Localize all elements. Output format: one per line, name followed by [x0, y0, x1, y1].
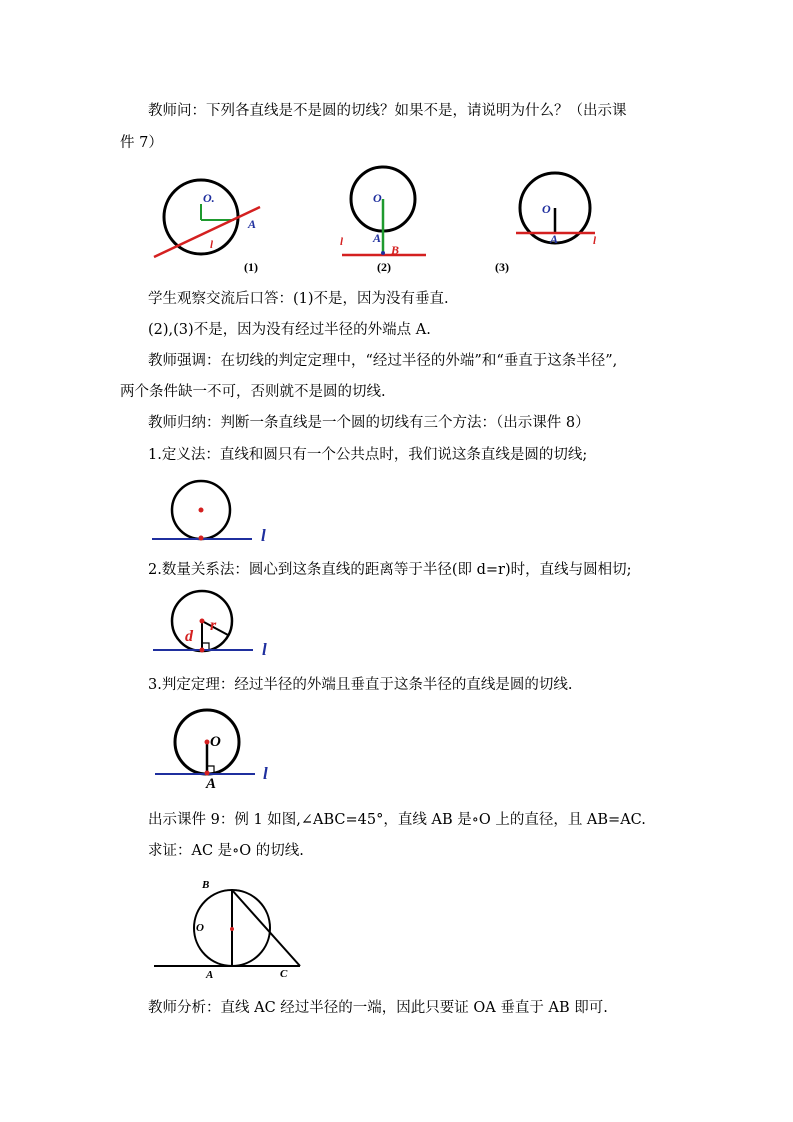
ex-label-c: C	[280, 968, 288, 980]
definition-figure	[150, 478, 280, 548]
example-figure	[150, 874, 320, 984]
thm-label-o: O	[210, 734, 221, 750]
label-b-2: B	[391, 243, 400, 257]
caption-1: (1)	[244, 260, 258, 274]
label-a-1: A	[248, 217, 257, 231]
distance-figure	[150, 590, 280, 662]
example-1-line-1: 出示课件 9：例 1 如图,∠ABC=45°，直线 AB 是∘O 上的直径，且 AB=AC.	[148, 812, 646, 828]
dist-label-r: r	[210, 617, 217, 634]
thm-label-a: A	[206, 776, 217, 792]
ex-label-a: A	[206, 969, 214, 981]
dist-label-d: d	[185, 628, 193, 645]
ex-label-b: B	[202, 879, 210, 891]
label-o-2: O	[373, 191, 382, 205]
ex-segment-bc	[232, 890, 300, 966]
label-a-3: A	[550, 232, 559, 246]
thm-label-l: l	[263, 764, 268, 783]
student-answer-1: 学生观察交流后口答：(1)不是，因为没有垂直.	[148, 291, 449, 307]
label-l-2: l	[340, 236, 344, 248]
dist-label-l: l	[262, 640, 267, 659]
example-1-line-2: 求证：AC 是∘O 的切线.	[148, 843, 304, 859]
thm-center	[205, 740, 210, 745]
teacher-emphasis-line-2: 两个条件缺一不可，否则就不是圆的切线.	[120, 384, 386, 400]
def-label-l: l	[261, 526, 266, 545]
def-center	[199, 508, 204, 513]
label-a-2: A	[373, 231, 382, 245]
point-b-2	[381, 251, 385, 255]
ex-label-o: O	[196, 922, 204, 934]
tangent-judgement-figures	[150, 162, 630, 282]
question-line-2: 件 7）	[120, 135, 163, 151]
label-o-3: O	[542, 202, 551, 216]
caption-2: (2)	[377, 260, 391, 274]
thm-point-a	[205, 771, 210, 776]
ex-center	[230, 927, 234, 931]
figure-1	[154, 180, 260, 274]
question-line-1: 教师问：下列各直线是不是圆的切线？如果不是，请说明为什么？（出示课	[148, 103, 627, 119]
method-3-theorem: 3.判定定理：经过半径的外端且垂直于这条半径的直线是圆的切线.	[148, 677, 573, 693]
method-2-distance: 2.数量关系法：圆心到这条直线的距离等于半径(即 d=r)时，直线与圆相切;	[148, 562, 632, 578]
label-o-1: O.	[203, 191, 215, 205]
line-l-1	[154, 207, 260, 257]
theorem-figure	[150, 708, 280, 790]
teacher-summary: 教师归纳：判断一条直线是一个圆的切线有三个方法：（出示课件 8）	[148, 415, 590, 431]
figure-2	[340, 167, 426, 274]
method-1-definition: 1.定义法：直线和圆只有一个公共点时，我们说这条直线是圆的切线;	[148, 447, 588, 463]
dist-center	[200, 619, 205, 624]
teacher-emphasis-line-1: 教师强调：在切线的判定定理中，“经过半径的外端”和“垂直于这条半径”,	[148, 353, 618, 369]
dist-foot-point	[200, 648, 205, 653]
label-l-3: l	[593, 235, 597, 247]
student-answer-2: (2),(3)不是，因为没有经过半径的外端点 A.	[148, 322, 431, 338]
teacher-analysis: 教师分析：直线 AC 经过半径的一端，因此只要证 OA 垂直于 AB 即可.	[148, 1000, 608, 1016]
figure-3	[495, 173, 597, 274]
label-l-1: l	[210, 239, 214, 251]
caption-3: (3)	[495, 260, 509, 274]
def-tangent-point	[199, 536, 204, 541]
